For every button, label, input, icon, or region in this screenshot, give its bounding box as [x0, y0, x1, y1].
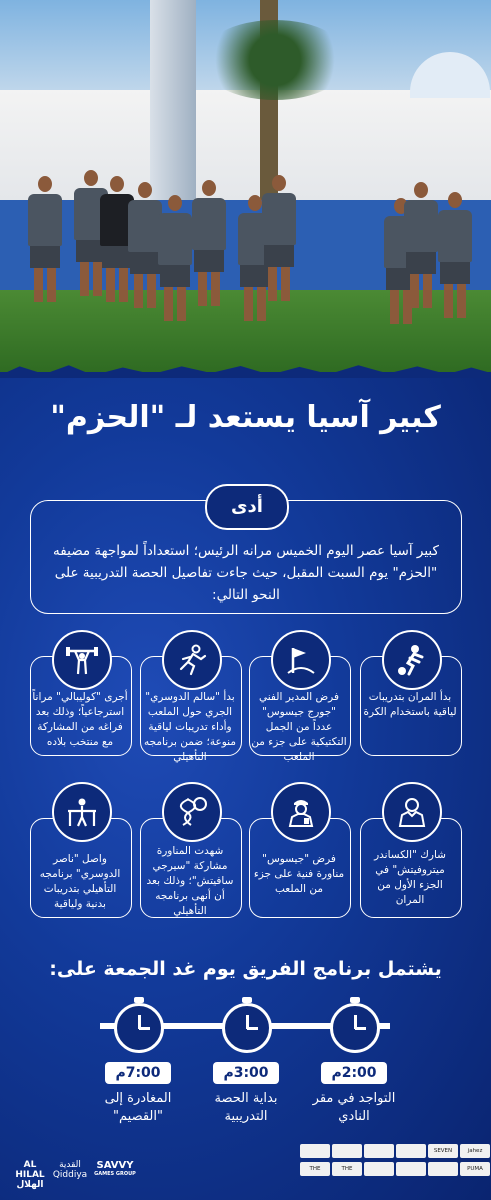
- sponsor-logo: SEVEN: [428, 1144, 458, 1158]
- player: [28, 176, 62, 306]
- weightlifter-icon: [52, 630, 112, 690]
- corner-flag-icon: [271, 630, 331, 690]
- sponsor-logo: [428, 1162, 458, 1176]
- football-player-icon: [382, 630, 442, 690]
- time-label: بداية الحصة التدريبية: [214, 1091, 278, 1124]
- footer: [0, 1140, 491, 1200]
- clock-icon: [222, 1003, 272, 1053]
- intro-text: كبير آسيا عصر اليوم الخميس مرانه الرئيس؛ استعداداً لمواجهة مضيفه "الحزم" يوم السبت المقبل، حيث جاءت تفاصيل الحصة التدريبية على النحو التالي:: [53, 543, 439, 603]
- alhilal-logo: AL HILAL الهلال: [15, 1160, 45, 1190]
- clock-icon: [114, 1003, 164, 1053]
- player: [192, 180, 226, 310]
- sponsor-logo: [332, 1144, 362, 1158]
- time-label: التواجد في مقر النادي: [312, 1091, 396, 1124]
- clock-icon: [330, 1003, 380, 1053]
- player: [438, 192, 472, 322]
- card-text: أجرى "كوليبالي" مراناً استرجاعياً؛ وذلك بعد فراغه من المشاركة مع منتخب بلاده: [32, 691, 128, 748]
- page-title: كبير آسيا يستعد لـ "الحزم": [50, 400, 441, 435]
- card-text: شهدت المناورة مشاركة "سيرجي سافيتش"؛ وذلك بعد أن أنهى برنامجه التأهيلي: [146, 845, 234, 917]
- coach-icon: [271, 782, 331, 842]
- time-badge: 7:00م: [105, 1062, 171, 1084]
- time-badge: 2:00م: [321, 1062, 387, 1084]
- runner-icon: [162, 630, 222, 690]
- card-text: بدأ المران بتدريبات لياقية باستخدام الكرة: [363, 691, 457, 718]
- sponsor-logo: [396, 1144, 426, 1158]
- card-text: واصل "ناصر الدوسري" برنامجه التأهيلي بتدريبات بدنية ولياقية: [39, 853, 121, 910]
- savvy-logo: SAVVY GAMES GROUP: [94, 1160, 136, 1177]
- training-photo: [0, 0, 491, 372]
- palm-leaves: [200, 20, 350, 100]
- dna-ball-icon: [162, 782, 222, 842]
- card-text: فرض المدير الفني "جورج جيسوس" عدداً من الجمل التكتيكية على جزء من الملعب: [251, 691, 347, 763]
- sponsor-logo: THE: [300, 1162, 330, 1176]
- player: [404, 182, 438, 312]
- player: [128, 182, 162, 312]
- card-text: شارك "الكساندر ميتروفيتش" في الجزء الأول من المران: [374, 849, 446, 906]
- sponsor-logo: THE: [332, 1162, 362, 1176]
- qiddiya-logo: القدية Qiddiya: [52, 1160, 88, 1180]
- sponsor-logo: [300, 1144, 330, 1158]
- card-text: فرض "جيسوس" مناورة فنية على جزء من الملعب: [253, 853, 345, 895]
- card-text: بدأ "سالم الدوسري" الجري حول الملعب وأداء تدريبات لياقية منوعة؛ ضمن برنامجه التأهيلي: [144, 691, 236, 763]
- sponsor-logo: jahez: [460, 1144, 490, 1158]
- sponsor-logo: [396, 1162, 426, 1176]
- player: [262, 175, 296, 305]
- sponsor-logo: PUMA: [460, 1162, 490, 1176]
- sponsor-logo: [364, 1144, 394, 1158]
- time-badge: 3:00م: [213, 1062, 279, 1084]
- intro-badge: أدى: [205, 484, 289, 530]
- schedule-heading: يشتمل برنامج الفريق يوم غد الجمعة على:: [49, 958, 442, 980]
- player: [158, 195, 192, 325]
- mosque-dome: [410, 52, 490, 98]
- rehab-bars-icon: [52, 782, 112, 842]
- time-label: المغادرة إلى "القصيم": [104, 1091, 172, 1124]
- player-jersey-icon: [382, 782, 442, 842]
- sponsor-logo: [364, 1162, 394, 1176]
